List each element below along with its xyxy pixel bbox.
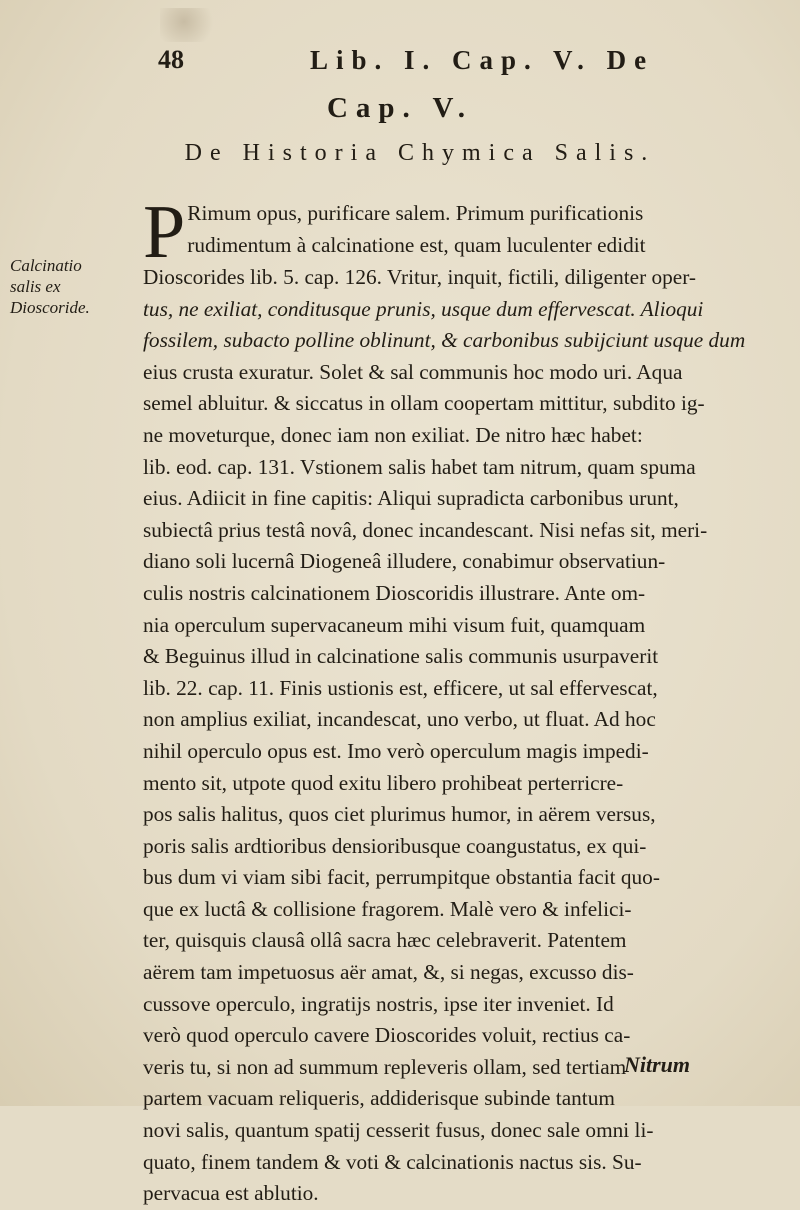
text-line: tus, ne exiliat, conditusque prunis, usque dum effervescat. Alioqui [143, 296, 704, 321]
text-line: pervacua est ablutio. [143, 1181, 319, 1206]
text-line: ne moveturque, donec iam non exiliat. De nitro hæc habet: [143, 422, 643, 447]
text-line: diano soli lucernâ Diogeneâ illudere, conabimur observatiun- [143, 549, 666, 574]
page-number: 48 [158, 45, 184, 74]
page-header [0, 45, 800, 85]
section-title: De Historia Chymica Salis. [184, 140, 656, 166]
text-line: que ex luctâ & collisione fragorem. Malè vero & infelici- [143, 896, 632, 921]
catchword: Nitrum [624, 1052, 691, 1077]
paper-stain [160, 8, 220, 42]
text-line: eius crusta exuratur. Solet & sal communis hoc modo uri. Aqua [143, 359, 683, 384]
text-line: lib. 22. cap. 11. Finis ustionis est, efficere, ut sal effervescat, [143, 675, 658, 700]
margin-note: Calcinatio salis ex Dioscoride. [10, 256, 90, 317]
text-line: Rimum opus, purificare salem. Primum purificationis [187, 201, 644, 225]
text-line: rudimentum à calcinatione est, quam luculenter edidit [187, 233, 646, 257]
text-line: ter, quisquis clausâ ollâ sacra hæc celebraverit. Patentem [143, 928, 627, 953]
text-line: fossilem, subacto polline oblinunt, & carbonibus subijciunt usque dum [143, 328, 746, 353]
drop-cap: P [143, 190, 186, 274]
text-line: quato, finem tandem & voti & calcinationis nactus sis. Su- [143, 1149, 642, 1174]
text-line: nia operculum supervacaneum mihi visum fuit, quamquam [143, 612, 646, 637]
text-line: aërem tam impetuosus aër amat, &, si negas, excusso dis- [143, 960, 634, 985]
text-line: verò quod operculo cavere Dioscorides voluit, rectius ca- [143, 1023, 631, 1048]
text-line: nihil operculo opus est. Imo verò operculum magis impedi- [143, 738, 649, 763]
text-line: & Beguinus illud in calcinatione salis communis usurpaverit [143, 644, 659, 669]
text-line: eius. Adiicit in fine capitis: Aliqui supradicta carbonibus urunt, [143, 486, 679, 511]
text-line: culis nostris calcinationem Dioscoridis illustrare. Ante om- [143, 580, 646, 605]
text-line: semel abluitur. & siccatus in ollam coopertam mittitur, subdito ig- [143, 391, 705, 416]
text-line: veris tu, si non ad summum repleveris ollam, sed tertiam [143, 1054, 627, 1079]
running-head: Lib. I. Cap. V. De [310, 45, 655, 75]
text-line: partem vacuam reliqueris, addiderisque subinde tantum [143, 1086, 615, 1111]
text-line: bus dum vi viam sibi facit, perrumpitque obstantia facit quo- [143, 865, 660, 890]
text-line: poris salis ardtioribus densioribusque coangustatus, ex qui- [143, 833, 647, 858]
text-line: non amplius exiliat, incandescat, uno verbo, ut fluat. Ad hoc [143, 707, 656, 732]
chapter-title: Cap. V. [326, 92, 473, 124]
text-line: pos salis halitus, quos ciet plurimus humor, in aërem versus, [143, 802, 656, 827]
text-line: Dioscorides lib. 5. cap. 126. Vritur, inquit, fictili, diligenter oper- [143, 265, 697, 289]
text-line: subiectâ prius testâ novâ, donec incandescant. Nisi nefas sit, meri- [143, 517, 708, 542]
text-line: mento sit, utpote quod exitu libero prohibeat perterricre- [143, 770, 624, 795]
text-line: lib. eod. cap. 131. Vstionem salis habet tam nitrum, quam spuma [143, 454, 696, 479]
text-line: novi salis, quantum spatij cesserit fusus, donec sale omni li- [143, 1118, 654, 1143]
text-line: cussove operculo, ingratijs nostris, ipse iter inveniet. Id [143, 991, 614, 1016]
